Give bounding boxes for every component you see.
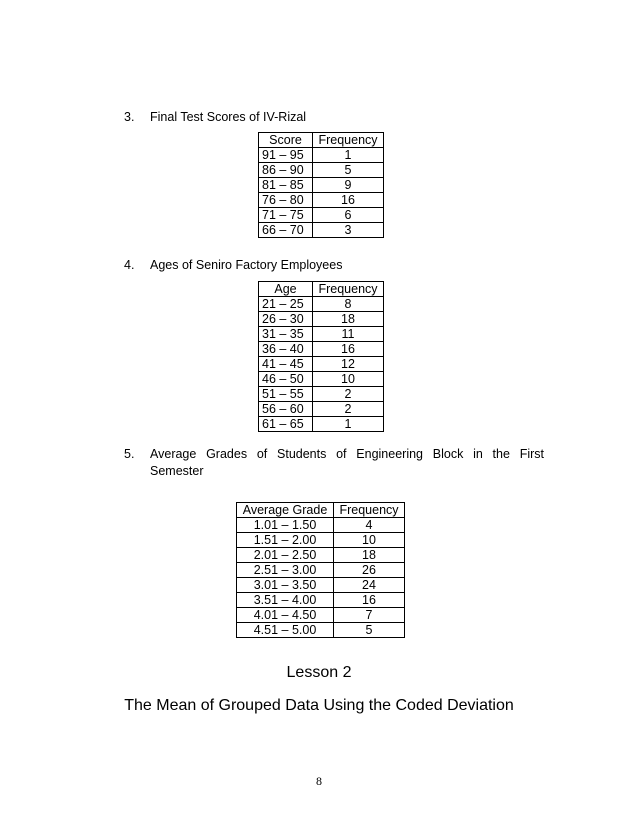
table-cell: 2 (313, 387, 384, 402)
score-frequency-table (258, 132, 384, 238)
item-title-line-1: Average Grades of Students of Engineering Block in the First (150, 447, 544, 461)
table-row (259, 193, 384, 208)
column-header: Frequency (313, 282, 384, 297)
table-cell: 9 (313, 178, 384, 193)
table-row (259, 312, 384, 327)
table-row (237, 578, 405, 593)
table-header-row (237, 503, 405, 518)
table-cell: 2.01 – 2.50 (237, 548, 334, 563)
column-header: Frequency (334, 503, 405, 518)
table-row (259, 163, 384, 178)
table-cell: 51 – 55 (259, 387, 313, 402)
table-row (237, 548, 405, 563)
table-row (259, 342, 384, 357)
table-cell: 26 (334, 563, 405, 578)
table-cell: 18 (313, 312, 384, 327)
table-cell: 26 – 30 (259, 312, 313, 327)
item-5-heading (124, 446, 544, 480)
table-cell: 16 (313, 193, 384, 208)
table-cell: 3.51 – 4.00 (237, 593, 334, 608)
table-row (259, 178, 384, 193)
table-cell: 2 (313, 402, 384, 417)
table-row (259, 148, 384, 163)
age-frequency-table (258, 281, 384, 432)
table-cell: 8 (313, 297, 384, 312)
item-3-heading (124, 110, 306, 124)
table-cell: 1 (313, 417, 384, 432)
table-cell: 31 – 35 (259, 327, 313, 342)
table-row (259, 357, 384, 372)
table-cell: 71 – 75 (259, 208, 313, 223)
item-number: 4. (124, 258, 135, 272)
table-cell: 21 – 25 (259, 297, 313, 312)
item-4-heading (124, 258, 342, 272)
item-title: Ages of Seniro Factory Employees (150, 258, 343, 272)
table-cell: 16 (334, 593, 405, 608)
table-cell: 56 – 60 (259, 402, 313, 417)
table-row (259, 402, 384, 417)
item-title-line-2: Semester (150, 464, 204, 478)
table-cell: 4 (334, 518, 405, 533)
table-row (259, 372, 384, 387)
table-cell: 41 – 45 (259, 357, 313, 372)
item-title: Final Test Scores of IV-Rizal (150, 110, 307, 124)
table-row (259, 387, 384, 402)
table-cell: 76 – 80 (259, 193, 313, 208)
table-cell: 1 (313, 148, 384, 163)
table-cell: 18 (334, 548, 405, 563)
table-cell: 7 (334, 608, 405, 623)
table-cell: 4.51 – 5.00 (237, 623, 334, 638)
table-row (259, 223, 384, 238)
table-cell: 6 (313, 208, 384, 223)
table-cell: 11 (313, 327, 384, 342)
table-row (259, 417, 384, 432)
table-cell: 81 – 85 (259, 178, 313, 193)
lesson-title: The Mean of Grouped Data Using the Coded Deviation (124, 697, 514, 714)
table-cell: 91 – 95 (259, 148, 313, 163)
table-cell: 12 (313, 357, 384, 372)
item-number: 3. (124, 110, 135, 124)
table-row (237, 593, 405, 608)
table-header-row (259, 282, 384, 297)
table-cell: 24 (334, 578, 405, 593)
table-row (237, 623, 405, 638)
table-cell: 1.51 – 2.00 (237, 533, 334, 548)
table-cell: 3 (313, 223, 384, 238)
table-cell: 86 – 90 (259, 163, 313, 178)
table-row (237, 518, 405, 533)
item-number: 5. (124, 447, 135, 461)
table-row (259, 327, 384, 342)
table-cell: 10 (313, 372, 384, 387)
table-cell: 3.01 – 3.50 (237, 578, 334, 593)
table-cell: 16 (313, 342, 384, 357)
table-cell: 61 – 65 (259, 417, 313, 432)
column-header: Frequency (313, 133, 384, 148)
table-header-row (259, 133, 384, 148)
table-cell: 66 – 70 (259, 223, 313, 238)
table-cell: 10 (334, 533, 405, 548)
table-cell: 36 – 40 (259, 342, 313, 357)
table-cell: 5 (313, 163, 384, 178)
table-row (237, 608, 405, 623)
table-row (259, 208, 384, 223)
column-header: Score (259, 133, 313, 148)
lesson-heading: Lesson 2 (286, 664, 352, 681)
table-row (237, 533, 405, 548)
table-cell: 5 (334, 623, 405, 638)
page-number: 8 (316, 774, 322, 788)
table-row (259, 297, 384, 312)
column-header: Age (259, 282, 313, 297)
table-row (237, 563, 405, 578)
table-cell: 4.01 – 4.50 (237, 608, 334, 623)
table-cell: 2.51 – 3.00 (237, 563, 334, 578)
table-cell: 46 – 50 (259, 372, 313, 387)
grade-frequency-table (236, 502, 405, 638)
table-cell: 1.01 – 1.50 (237, 518, 334, 533)
column-header: Average Grade (237, 503, 334, 518)
